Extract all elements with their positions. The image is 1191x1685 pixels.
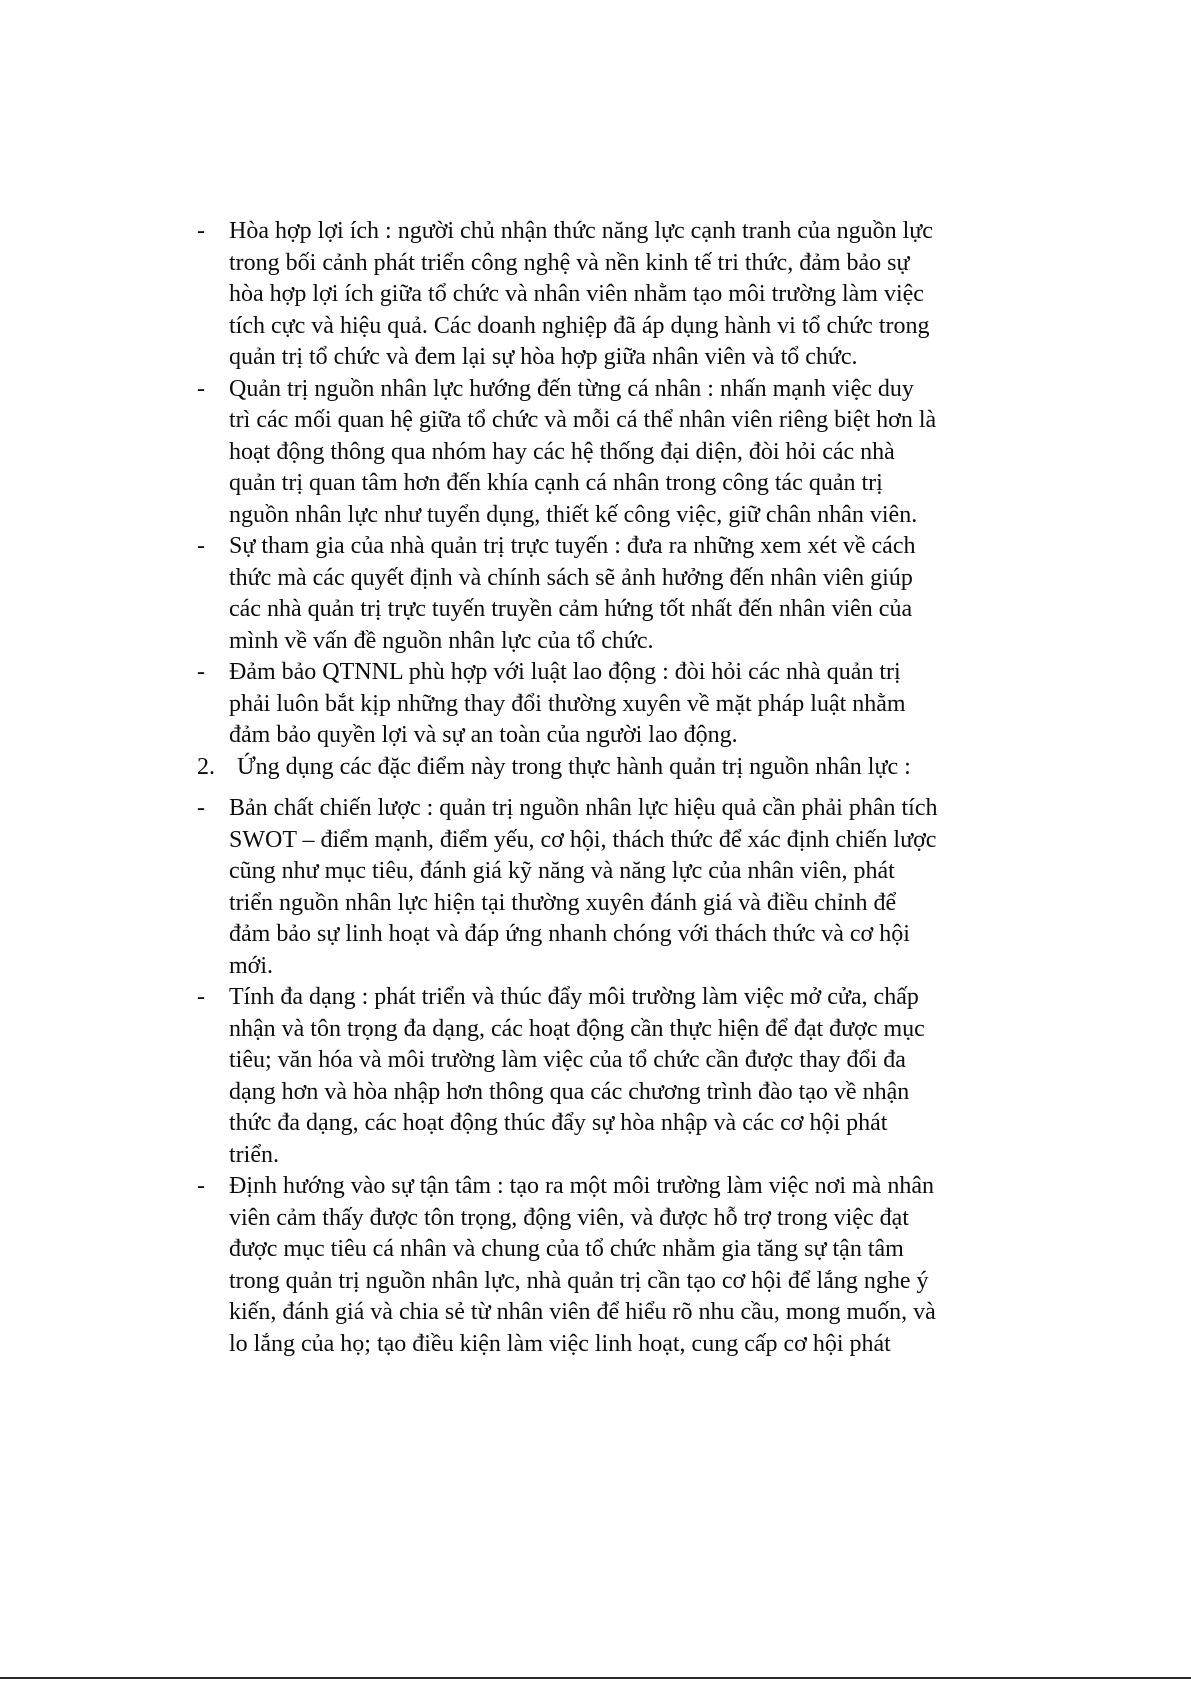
bullet-item [197,982,1017,1171]
text-line: trong quản trị nguồn nhân lực, nhà quản trị cần tạo cơ hội để lắng nghe ý [229,1267,929,1294]
text-line: các nhà quản trị trực tuyến truyền cảm hứng tốt nhất đến nhân viên của [229,596,913,622]
list-number: 2. [197,753,215,780]
text-line: đảm bảo quyền lợi và sự an toàn của người lao động. [229,722,738,748]
text-line: hoạt động thông qua nhóm hay các hệ thống đại diện, đòi hỏi các nhà [229,438,895,465]
bullet-item [197,216,1017,374]
text-line: triển. [229,1141,279,1168]
heading-text: Ứng dụng các đặc điểm này trong thực hành quản trị nguồn nhân lực : [237,753,911,780]
bullet-item [197,793,1017,982]
text-line: quản trị tổ chức và đem lại sự hòa hợp giữa nhân viên và tổ chức. [229,344,858,370]
bullet-item [197,374,1017,532]
bullet-item [197,531,1017,657]
bullet-dash: - [197,659,205,685]
text-line: Bản chất chiến lược : quản trị nguồn nhân lực hiệu quả cần phải phân tích [229,795,938,821]
text-line: tích cực và hiệu quả. Các doanh nghiệp đã áp dụng hành vi tổ chức trong [229,312,930,339]
page-bottom-rule [0,1677,1191,1679]
bullet-item [197,657,1017,752]
text-line: quản trị quan tâm hơn đến khía cạnh cá nhân trong công tác quản trị [229,470,883,496]
text-line: kiến, đánh giá và chia sẻ từ nhân viên để hiểu rõ nhu cầu, mong muốn, và [229,1299,936,1325]
text-line: dạng hơn và hòa nhập hơn thông qua các chương trình đào tạo về nhận [229,1078,910,1105]
bullet-item [197,1171,1017,1360]
numbered-heading [197,752,1017,784]
bullet-dash: - [197,984,205,1010]
bullet-dash: - [197,218,205,244]
text-line: thức mà các quyết định và chính sách sẽ ảnh hưởng đến nhân viên giúp [229,564,913,591]
text-line: Định hướng vào sự tận tâm : tạo ra một môi trường làm việc nơi mà nhân [229,1173,934,1199]
text-line: Đảm bảo QTNNL phù hợp với luật lao động : đòi hỏi các nhà quản trị [229,659,901,685]
text-line: thức đa dạng, các hoạt động thúc đẩy sự hòa nhập và các cơ hội phát [229,1110,888,1136]
text-line: mình về vấn đề nguồn nhân lực của tổ chức. [229,627,654,654]
text-line: Quản trị nguồn nhân lực hướng đến từng cá nhân : nhấn mạnh việc duy [229,375,914,402]
text-line: Tính đa dạng : phát triển và thúc đẩy môi trường làm việc mở cửa, chấp [229,984,919,1010]
text-line: trì các mối quan hệ giữa tổ chức và mỗi cá thể nhân viên riêng biệt hơn là [229,407,937,433]
document-body [197,216,1017,1360]
text-line: phải luôn bắt kịp những thay đổi thường xuyên về mặt pháp luật nhằm [229,690,906,717]
text-line: SWOT – điểm mạnh, điểm yếu, cơ hội, thách thức để xác định chiến lược [229,826,937,853]
text-line: hòa hợp lợi ích giữa tổ chức và nhân viên nhằm tạo môi trường làm việc [229,281,924,307]
text-line: trong bối cảnh phát triển công nghệ và nền kinh tế tri thức, đảm bảo sự [229,249,910,276]
text-line: triển nguồn nhân lực hiện tại thường xuyên đánh giá và điều chỉnh để [229,889,897,916]
text-line: đảm bảo sự linh hoạt và đáp ứng nhanh chóng với thách thức và cơ hội [229,921,910,947]
text-line: Hòa hợp lợi ích : người chủ nhận thức năng lực cạnh tranh của nguồn lực [229,218,933,244]
bullet-dash: - [197,795,205,821]
text-line: lo lắng của họ; tạo điều kiện làm việc linh hoạt, cung cấp cơ hội phát [229,1330,891,1357]
text-line: nguồn nhân lực như tuyển dụng, thiết kế công việc, giữ chân nhân viên. [229,501,918,528]
text-line: cũng như mục tiêu, đánh giá kỹ năng và năng lực của nhân viên, phát [229,858,895,884]
text-line: được mục tiêu cá nhân và chung của tổ chức nhằm gia tăng sự tận tâm [229,1236,904,1262]
text-line: viên cảm thấy được tôn trọng, động viên, và được hỗ trợ trong việc đạt [229,1204,909,1231]
text-line: tiêu; văn hóa và môi trường làm việc của tổ chức cần được thay đổi đa [229,1047,906,1073]
bullet-dash: - [197,533,205,559]
bullet-dash: - [197,375,205,402]
bullet-dash: - [197,1173,205,1199]
text-line: Sự tham gia của nhà quản trị trực tuyến : đưa ra những xem xét về cách [229,533,916,559]
text-line: nhận và tôn trọng đa dạng, các hoạt động cần thực hiện để đạt được mục [229,1015,925,1042]
text-line: mới. [229,952,274,979]
